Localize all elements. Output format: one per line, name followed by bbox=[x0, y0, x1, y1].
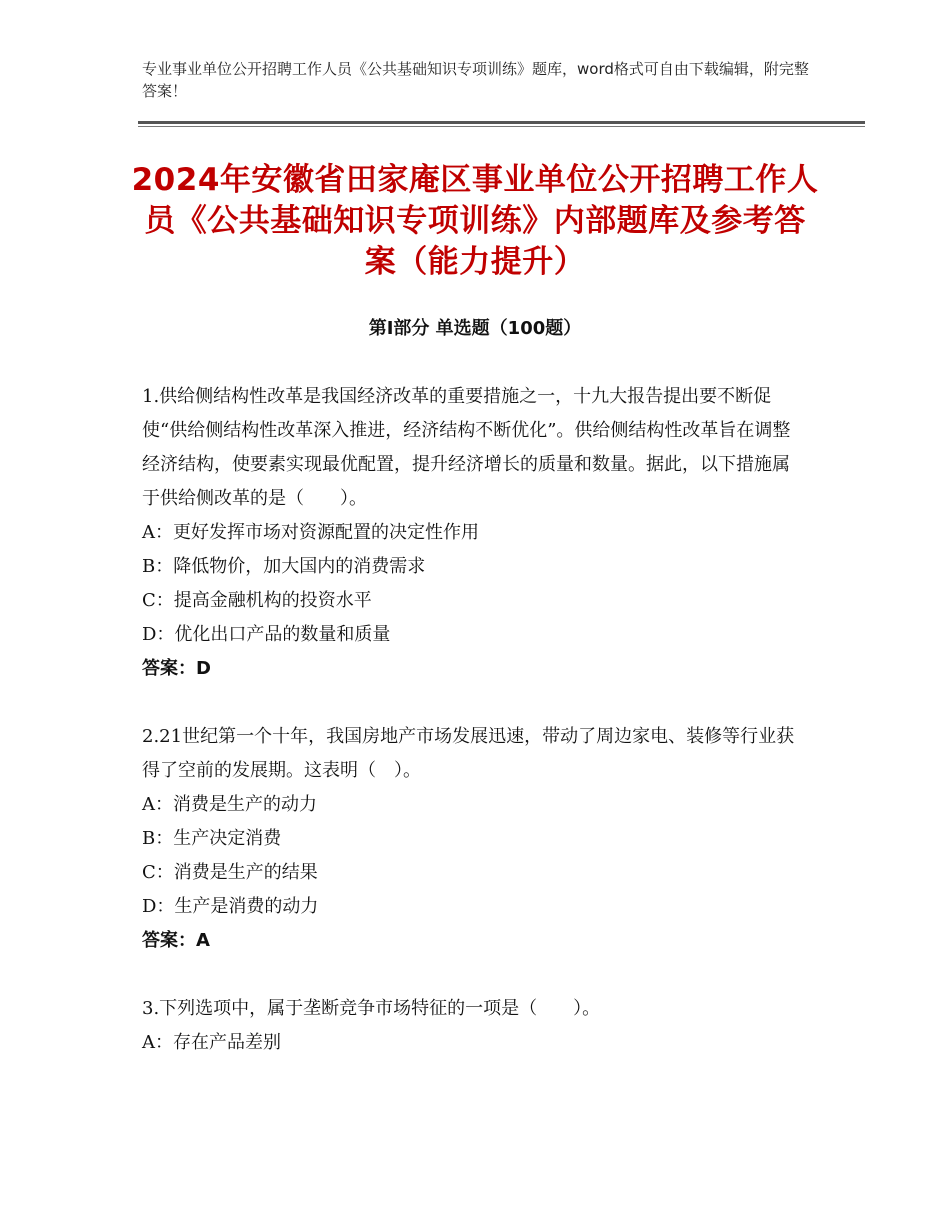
option-d: D：生产是消费的动力 bbox=[142, 896, 319, 917]
document-title: 2024年安徽省田家庵区事业单位公开招聘工作人员《公共基础知识专项训练》内部题库及参考答案（能力提升） bbox=[131, 162, 819, 280]
option-b: B：降低物价，加大国内的消费需求 bbox=[142, 556, 426, 577]
option-list bbox=[142, 788, 802, 924]
option-d: D：优化出口产品的数量和质量 bbox=[142, 624, 391, 645]
option-b: B：生产决定消费 bbox=[142, 828, 282, 849]
question-item bbox=[142, 380, 802, 686]
option-c: C：消费是生产的结果 bbox=[142, 862, 318, 883]
option-list bbox=[142, 516, 802, 652]
section-heading: 第Ⅰ部分 单选题（100题） bbox=[368, 318, 582, 339]
option-a: A：更好发挥市场对资源配置的决定性作用 bbox=[142, 522, 479, 543]
header-divider-thick bbox=[138, 121, 865, 124]
question-stem: 1.供给侧结构性改革是我国经济改革的重要措施之一，十九大报告提出要不断促使“供给侧结构性改革深入推进，经济结构不断优化”。供给侧结构性改革旨在调整经济结构，使要素实现最优配置，提升经济增长的质量和数量。据此，以下措施属于供给侧改革的是（ ）。 bbox=[142, 386, 791, 509]
question-list bbox=[142, 380, 802, 1094]
answer-line: 答案：A bbox=[142, 930, 210, 951]
answer-line: 答案：D bbox=[142, 658, 211, 679]
header-note: 专业事业单位公开招聘工作人员《公共基础知识专项训练》题库，word格式可自由下载编辑，附完整答案！ bbox=[142, 60, 809, 100]
option-list bbox=[142, 1026, 802, 1060]
question-item bbox=[142, 720, 802, 958]
option-a: A：消费是生产的动力 bbox=[142, 794, 317, 815]
option-c: C：提高金融机构的投资水平 bbox=[142, 590, 372, 611]
question-stem: 2.21世纪第一个十年，我国房地产市场发展迅速，带动了周边家电、装修等行业获得了空前的发展期。这表明（ ）。 bbox=[142, 726, 795, 781]
question-stem: 3.下列选项中，属于垄断竞争市场特征的一项是（ ）。 bbox=[142, 998, 601, 1019]
question-item bbox=[142, 992, 802, 1060]
option-a: A：存在产品差别 bbox=[142, 1032, 281, 1053]
header-divider-thin bbox=[138, 126, 865, 127]
